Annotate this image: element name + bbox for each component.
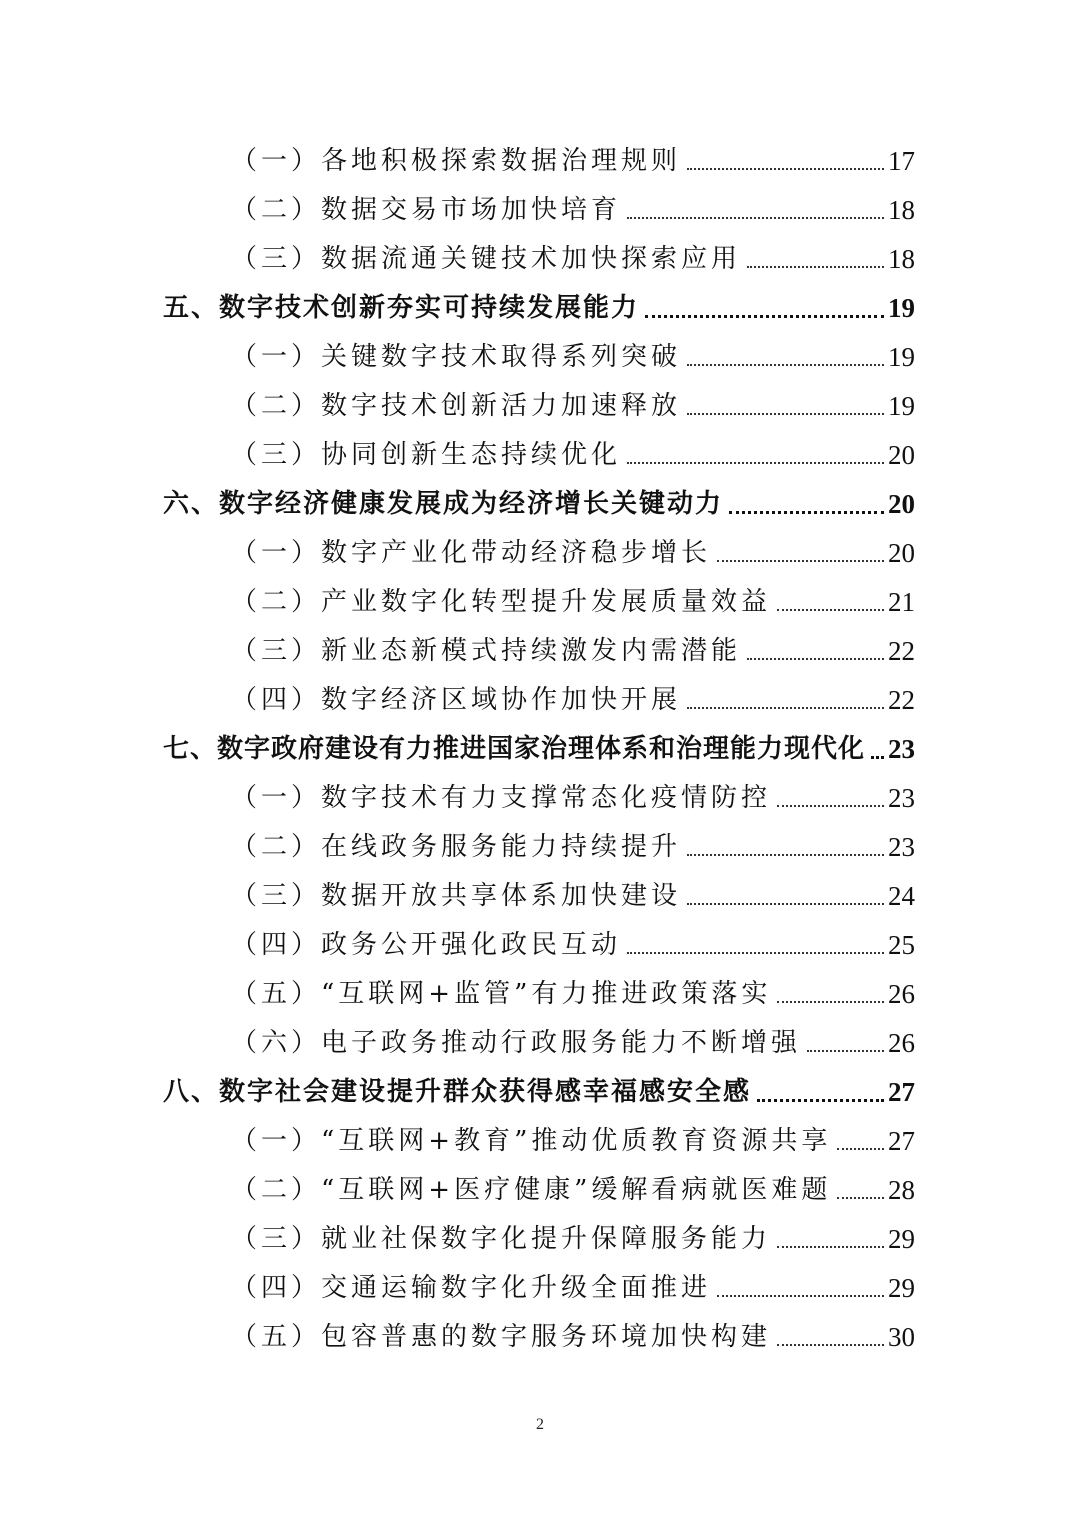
toc-entry-page: 23 xyxy=(888,783,915,813)
dot-leader xyxy=(777,1001,884,1003)
toc-entry-title: （三）数据开放共享体系加快建设 xyxy=(231,881,682,911)
toc-section-entry[interactable] xyxy=(163,1165,915,1214)
toc-section-entry[interactable] xyxy=(163,1214,915,1263)
toc-section-entry[interactable] xyxy=(163,1116,915,1165)
toc-entry-title: 五、数字技术创新夯实可持续发展能力 xyxy=(163,293,640,323)
dot-leader xyxy=(687,413,884,415)
dot-leader xyxy=(645,315,884,318)
dot-leader xyxy=(777,1246,884,1248)
toc-entry-page: 26 xyxy=(888,1028,915,1058)
dot-leader xyxy=(777,1344,884,1346)
toc-chapter-entry[interactable] xyxy=(163,479,915,528)
toc-entry-title: （三）协同创新生态持续优化 xyxy=(231,440,622,470)
dot-leader xyxy=(627,217,884,219)
toc-section-entry[interactable] xyxy=(163,381,915,430)
toc-entry-page: 20 xyxy=(888,440,915,470)
toc-section-entry[interactable] xyxy=(163,577,915,626)
dot-leader xyxy=(687,854,884,856)
toc-entry-title: 八、数字社会建设提升群众获得感幸福感安全感 xyxy=(163,1077,752,1107)
toc-section-entry[interactable] xyxy=(163,136,915,185)
dot-leader xyxy=(747,266,884,268)
dot-leader xyxy=(627,462,884,464)
toc-entry-title: （一）数字产业化带动经济稳步增长 xyxy=(231,538,712,568)
toc-entry-page: 17 xyxy=(888,146,915,176)
toc-section-entry[interactable] xyxy=(163,1312,915,1361)
toc-entry-title: （一）关键数字技术取得系列突破 xyxy=(231,342,682,372)
toc-chapter-entry[interactable] xyxy=(163,283,915,332)
toc-entry-page: 21 xyxy=(888,587,915,617)
dot-leader xyxy=(777,805,884,807)
toc-entry-page: 24 xyxy=(888,881,915,911)
toc-section-entry[interactable] xyxy=(163,920,915,969)
toc-entry-page: 29 xyxy=(888,1224,915,1254)
toc-entry-title: （三）就业社保数字化提升保障服务能力 xyxy=(231,1224,772,1254)
toc-section-entry[interactable] xyxy=(163,1263,915,1312)
dot-leader xyxy=(627,952,884,954)
toc-entry-title: （二）产业数字化转型提升发展质量效益 xyxy=(231,587,772,617)
dot-leader xyxy=(717,560,884,562)
toc-entry-page: 27 xyxy=(888,1077,915,1107)
toc-entry-title: （二）在线政务服务能力持续提升 xyxy=(231,832,682,862)
toc-section-entry[interactable] xyxy=(163,185,915,234)
toc-section-entry[interactable] xyxy=(163,430,915,479)
toc-entry-title: （二）“互联网+医疗健康”缓解看病就医难题 xyxy=(231,1175,832,1205)
toc-entry-page: 20 xyxy=(888,489,915,519)
toc-entry-page: 27 xyxy=(888,1126,915,1156)
toc-entry-title: （三）新业态新模式持续激发内需潜能 xyxy=(231,636,742,666)
toc-entry-title: （一）数字技术有力支撑常态化疫情防控 xyxy=(231,783,772,813)
toc-chapter-entry[interactable] xyxy=(163,724,915,773)
toc-entry-page: 22 xyxy=(888,636,915,666)
toc-section-entry[interactable] xyxy=(163,822,915,871)
dot-leader xyxy=(837,1148,884,1150)
toc-entry-page: 23 xyxy=(888,734,915,764)
toc-entry-page: 19 xyxy=(888,342,915,372)
toc-entry-page: 19 xyxy=(888,293,915,323)
toc-entry-title: （一）各地积极探索数据治理规则 xyxy=(231,146,682,176)
toc-entry-title: （三）数据流通关键技术加快探索应用 xyxy=(231,244,742,274)
toc-entry-title: （四）交通运输数字化升级全面推进 xyxy=(231,1273,712,1303)
dot-leader xyxy=(687,168,884,170)
dot-leader xyxy=(747,658,884,660)
toc-section-entry[interactable] xyxy=(163,773,915,822)
toc-section-entry[interactable] xyxy=(163,332,915,381)
toc-entry-page: 29 xyxy=(888,1273,915,1303)
toc-entry-page: 19 xyxy=(888,391,915,421)
toc-entry-page: 30 xyxy=(888,1322,915,1352)
toc-entry-page: 25 xyxy=(888,930,915,960)
toc-entry-title: （二）数据交易市场加快培育 xyxy=(231,195,622,225)
toc-entry-page: 28 xyxy=(888,1175,915,1205)
toc-entry-page: 22 xyxy=(888,685,915,715)
toc-chapter-entry[interactable] xyxy=(163,1067,915,1116)
toc-entry-title: （一）“互联网+教育”推动优质教育资源共享 xyxy=(231,1126,832,1156)
toc-entry-title: （五）包容普惠的数字服务环境加快构建 xyxy=(231,1322,772,1352)
toc-entry-page: 23 xyxy=(888,832,915,862)
toc-entry-title: 六、数字经济健康发展成为经济增长关键动力 xyxy=(163,489,724,519)
toc-section-entry[interactable] xyxy=(163,675,915,724)
toc-entry-title: （四）数字经济区域协作加快开展 xyxy=(231,685,682,715)
toc-section-entry[interactable] xyxy=(163,626,915,675)
toc-entry-title: （五）“互联网+监管”有力推进政策落实 xyxy=(231,979,772,1009)
toc-entry-page: 18 xyxy=(888,244,915,274)
toc-section-entry[interactable] xyxy=(163,234,915,283)
page-number: 2 xyxy=(536,1416,544,1433)
toc-entry-title: （六）电子政务推动行政服务能力不断增强 xyxy=(231,1028,802,1058)
dot-leader xyxy=(687,364,884,366)
table-of-contents xyxy=(163,136,915,1361)
dot-leader xyxy=(837,1197,884,1199)
toc-section-entry[interactable] xyxy=(163,528,915,577)
toc-entry-page: 26 xyxy=(888,979,915,1009)
dot-leader xyxy=(687,707,884,709)
dot-leader xyxy=(757,1099,884,1102)
toc-entry-title: （二）数字技术创新活力加速释放 xyxy=(231,391,682,421)
dot-leader xyxy=(687,903,884,905)
dot-leader xyxy=(729,511,884,514)
toc-entry-title: （四）政务公开强化政民互动 xyxy=(231,930,622,960)
dot-leader xyxy=(777,609,884,611)
dot-leader xyxy=(807,1050,884,1052)
toc-entry-title: 七、数字政府建设有力推进国家治理体系和治理能力现代化 xyxy=(163,734,866,764)
dot-leader xyxy=(717,1295,884,1297)
toc-section-entry[interactable] xyxy=(163,1018,915,1067)
toc-entry-page: 18 xyxy=(888,195,915,225)
toc-entry-page: 20 xyxy=(888,538,915,568)
toc-section-entry[interactable] xyxy=(163,969,915,1018)
toc-section-entry[interactable] xyxy=(163,871,915,920)
dot-leader xyxy=(871,756,884,759)
